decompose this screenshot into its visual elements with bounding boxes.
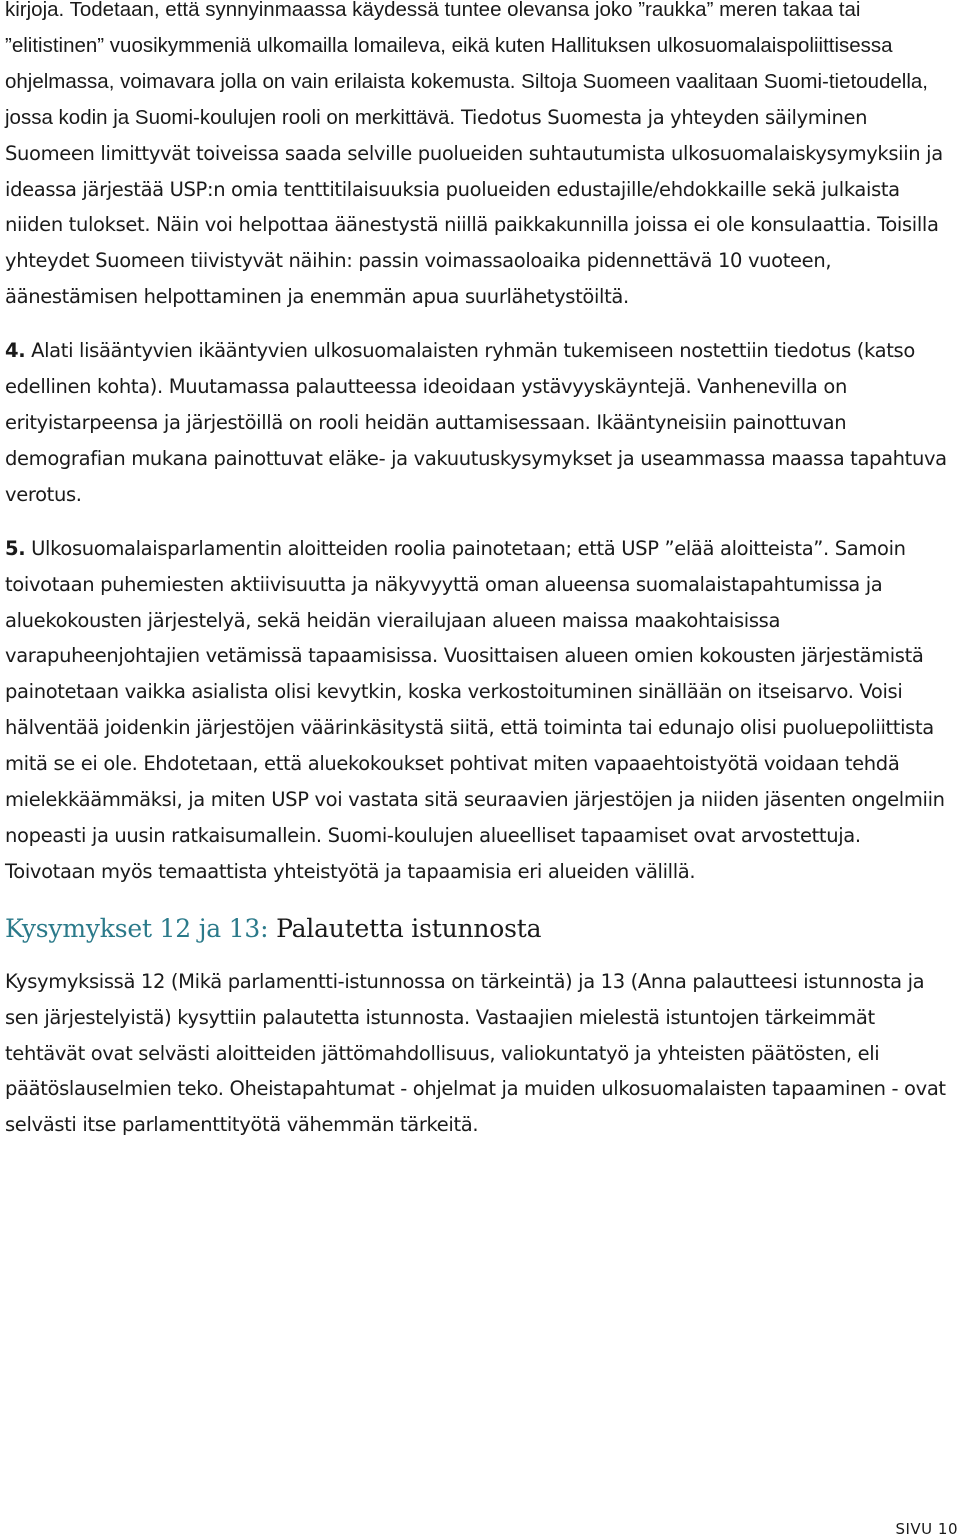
page-number: SIVU 10 <box>895 1520 958 1538</box>
section-4-paragraph <box>5 333 953 513</box>
section-4-text: Alati lisääntyvien ikääntyvien ulkosuomalaisten ryhmän tukemiseen nostettiin tiedotus (katso edellinen kohta). Muutamassa palautteessa ideoidaan ystävyyskäyntejä. Vanhenevilla on erityistarpeensa ja järjestöillä on rooli heidän auttamisessaan. Ikääntyneisiin painottuvan demografian mukana painottuvat eläke- ja vakuutuskysymykset ja useammassa maassa tapahtuva verotus. <box>5 339 947 506</box>
section-heading <box>5 912 953 946</box>
heading-title: Palautetta istunnosta <box>268 913 542 943</box>
section-4-number: 4. <box>5 339 26 363</box>
section-5-number: 5. <box>5 536 26 560</box>
section-5-text: Ulkosuomalaisparlamentin aloitteiden roolia painotetaan; että USP ”elää aloitteista”. Samoin toivotaan puhemiesten aktiivisuutta ja näkyvyyttä oman alueensa suomalaistapahtumissa ja aluekokousten järjestelyä, sekä heidän vierailujaan alueen maissa maakohtaisissa varapuheenjohtajien vetämissä tapaamisissa. Vuosittaisen alueen omien kokousten järjestämistä painotetaan vaikka asialista olisi kevytkin, koska verkostoituminen sinällään on itseisarvo. Voisi hälventää joidenkin järjestöjen väärinkäsitystä siitä, että toiminta tai edunajo olisi puoluepoliittista mitä se ei ole. Ehdotetaan, että aluekokoukset pohtivat miten vapaaehtoistyötä voidaan tehdä mielekkäämmäksi, ja miten USP voi vastata sitä seuraavien järjestöjen ja niiden jäsenten ongelmiin nopeasti ja uusin ratkaisumallein. Suomi-koulujen alueelliset tapaamiset ovat arvostettuja. Toivotaan myös temaattista yhteistyötä ja tapaamisia eri alueiden välillä. <box>5 536 945 883</box>
section-5-paragraph <box>5 531 953 890</box>
final-paragraph: Kysymyksissä 12 (Mikä parlamentti-istunnossa on tärkeintä) ja 13 (Anna palautteesi istunnosta ja sen järjestelyistä) kysyttiin palautetta istunnosta. Vastaajien mielestä istuntojen tärkeimmät tehtävät ovat selvästi aloitteiden jättömahdollisuus, valiokuntatyö ja yhteisten päätösten, eli päätöslauselmien teko. Oheistapahtumat - ohjelmat ja muiden ulkosuomalaisten tapaaminen - ovat selvästi itse parlamenttityötä vähemmän tärkeitä. <box>5 969 946 1137</box>
intro-text-part1: kirjoja. Todetaan, että synnyinmaassa käydessä tuntee olevansa joko ”raukka” meren takaa tai ”elitistinen” vuosikymmeniä ulkomailla lomaileva, eikä kuten Hallituksen ulkosuomalaispoliittisessa ohjelmassa, voimavara jolla on vain erilaista kokemusta. Siltoja Suomeen vaalitaan Suomi-tietoudella, jossa kodin ja Suomi-koulujen rooli on merkittävä. <box>5 0 928 129</box>
intro-paragraph <box>5 0 953 315</box>
intro-text-part2: Tiedotus Suomesta ja yhteyden säilyminen Suomeen limittyvät toiveissa saada selville puolueiden suhtautumista ulkosuomalaiskysymyksiin ja ideassa järjestää USP:n omia tenttitilaisuuksia puolueiden edustajille/ehdokkaille sekä julkaista niiden tulokset. Näin voi helpottaa äänestystä niillä paikkakunnilla joissa ei ole konsulaattia. Toisilla yhteydet Suomeen tiivistyvät näihin: passin voimassaoloaika pidennettävä 10 vuoteen, äänestämisen helpottaminen ja enemmän apua suurlähetystöiltä. <box>5 105 943 309</box>
document-page <box>5 0 953 1143</box>
heading-question-label: Kysymykset 12 ja 13: <box>5 913 269 943</box>
